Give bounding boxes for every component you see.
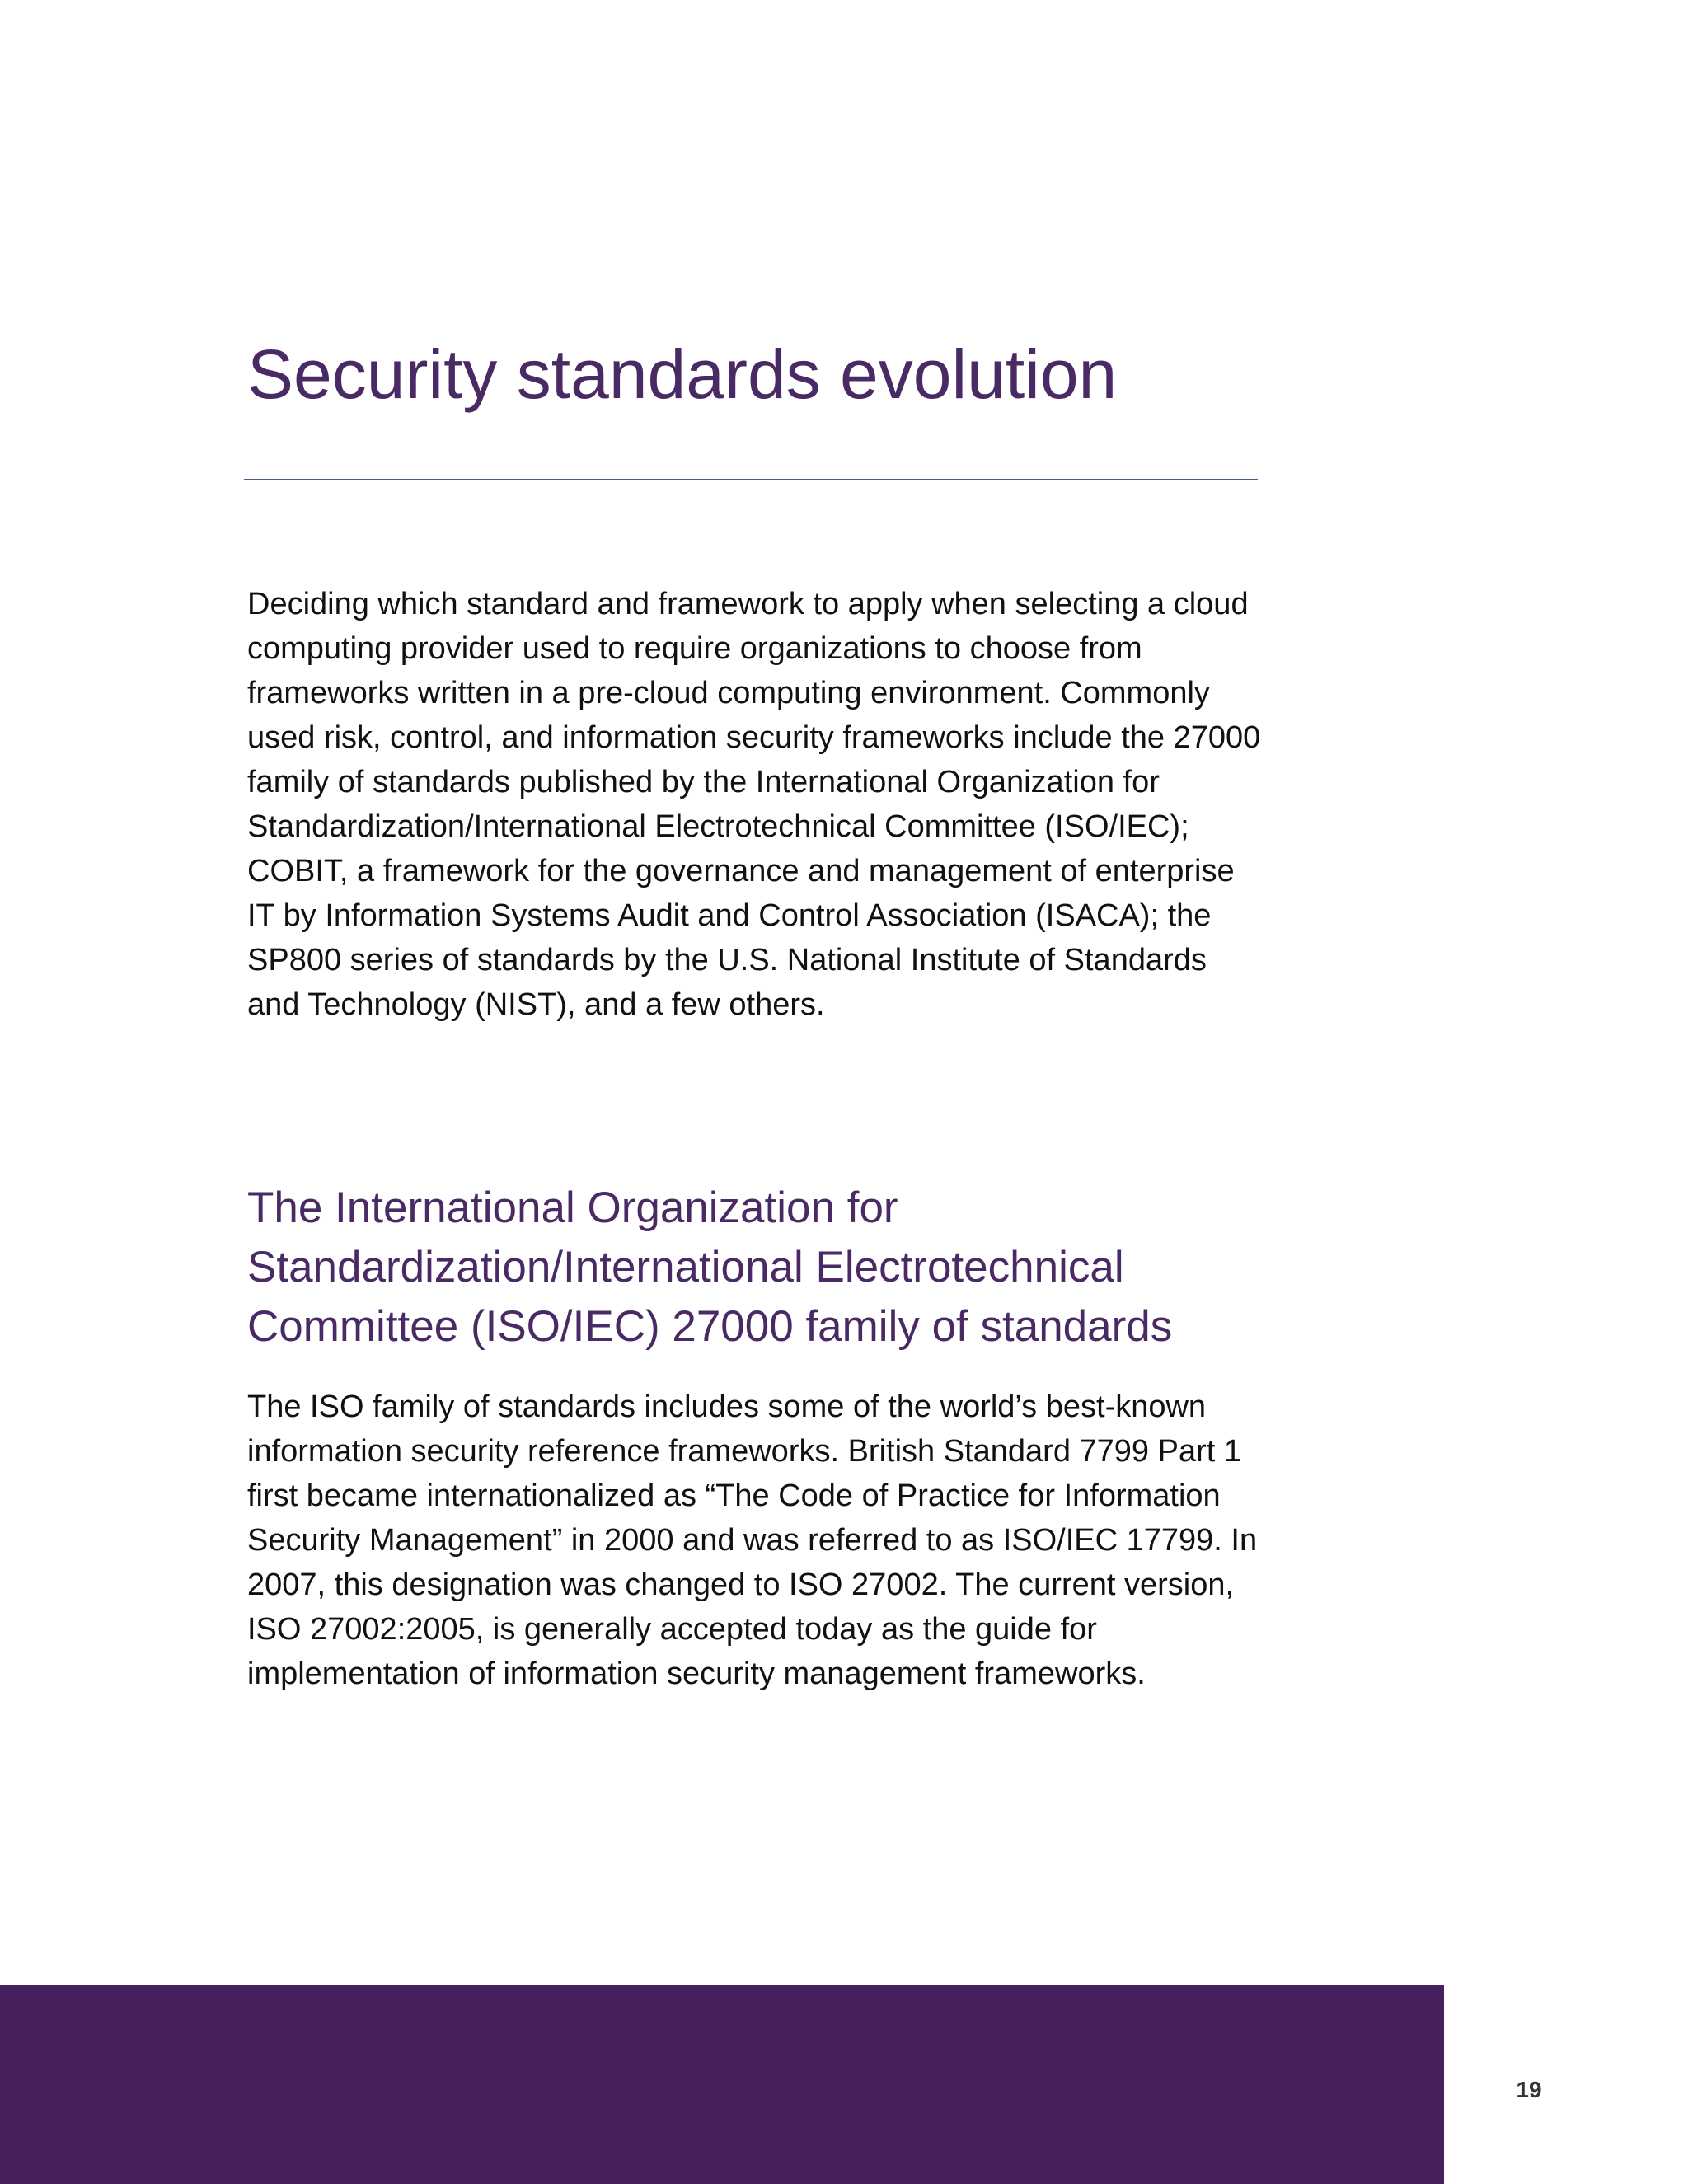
page-number: 19 — [1516, 2077, 1542, 2102]
section-paragraph: The ISO family of standards includes some of the world’s best-known information security reference frameworks. British Standard 7799 Part 1 first became internationalized as “The Code of Practice for Information Security Management” in 2000 and was referred to as ISO/IEC 17799. In 2007, this designation was changed to ISO 27002. The current version, ISO 27002:2005, is generally accepted today as the guide for implementation of information security management frameworks. — [247, 1390, 1258, 1691]
page-title: Security standards evolution — [247, 335, 1118, 413]
section-heading: The International Organization for Standardization/International Electrotechnical Committee (ISO/IEC) 27000 family of standards — [247, 1183, 1173, 1351]
intro-paragraph: Deciding which standard and framework to apply when selecting a cloud computing provider used to require organizations to choose from frameworks written in a pre-cloud computing environment. Commonly used risk, control, and information security frameworks include the 27000 family of standards published by the International Organization for Standardization/International Electrotechnical Committee (ISO/IEC); COBIT, a framework for the governance and management of enterprise IT by Information Systems Audit and Control Association (ISACA); the SP800 series of standards by the U.S. National Institute of Standards and Technology (NIST), and a few others. — [247, 587, 1261, 1022]
title-divider — [244, 479, 1258, 480]
footer-band — [0, 1985, 1444, 2184]
